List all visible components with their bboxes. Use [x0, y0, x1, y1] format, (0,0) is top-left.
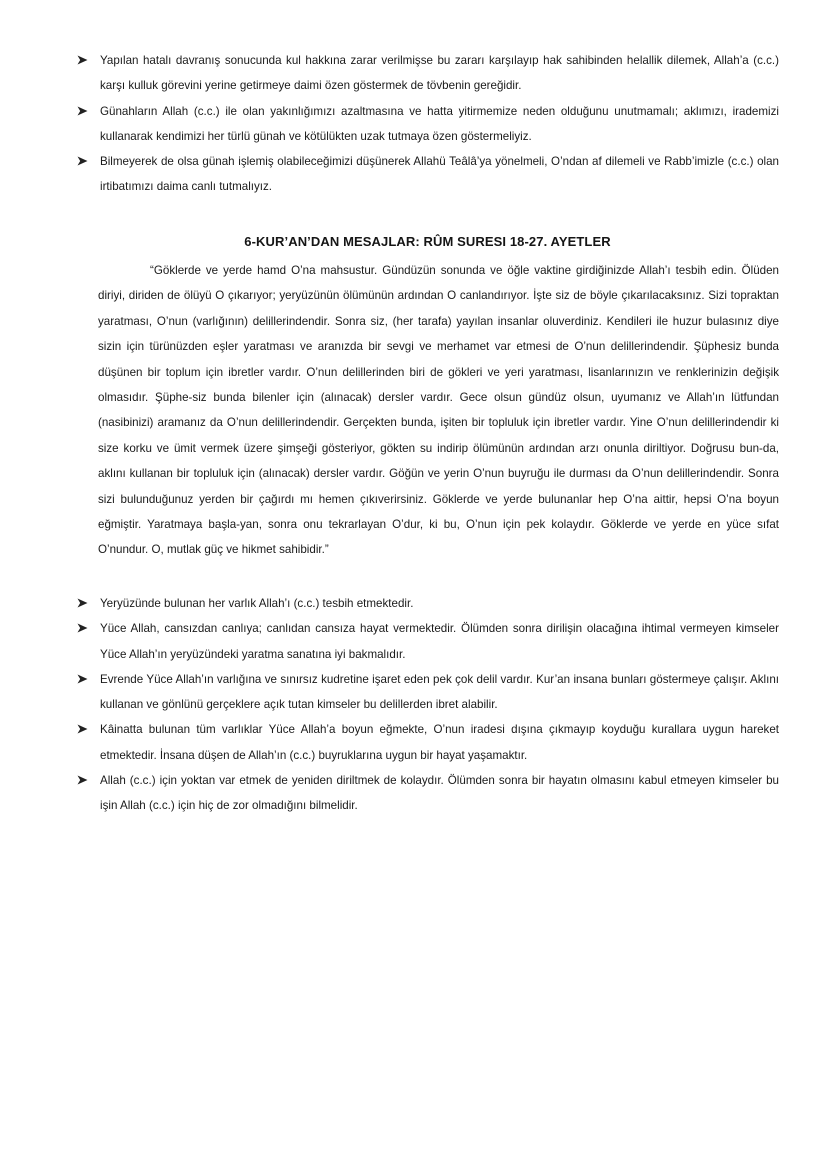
bullet-text: Yapılan hatalı davranış sonucunda kul hakkına zarar verilmişse bu zararı karşılayıp hak sahibinden helallik dilemek, Allah’a (c.c.) karşı kulluk görevini yerine getirmeye daimi özen göstermek de tövbenin gereğidir. [100, 54, 779, 93]
arrowhead-bullet-icon [76, 717, 90, 742]
bullet-text: Allah (c.c.) için yoktan var etmek de yeniden diriltmek de kolaydır. Ölümden sonra bir hayatın olmasını kabul etmeyen kimseler bu işin Allah (c.c.) için hiç de zor olmadığını bilmelidir. [100, 774, 779, 813]
list-item [76, 768, 779, 819]
arrowhead-bullet-icon [76, 591, 90, 616]
verse-quote: “Göklerde ve yerde hamd O’na mahsustur. Gündüzün sonunda ve öğle vaktine girdiğinizde Allah’ı tesbih edin. Ölüden diriyi, diriden de ölüyü O çıkarıyor; yeryüzünün ölümünün ardından O canlandırıyor. İşte siz de böyle çıkarılacaksınız. Sizi topraktan yaratması, O’nun (varlığının) delillerindendir. Sonra siz, (her tarafa) yayılan insanlar oluverdiniz. Kendileri ile huzur bulasınız diye sizin için türünüzden eşler yaratması ve aranızda bir sevgi ve merhamet var etmesi de O’nun delillerindendir. Şüphesiz bunda düşünen bir toplum için ibretler vardır. O’nun delillerinden biri de gökleri ve yeri yaratması, lisanlarınızın ve renklerinizin değişik olmasıdır. Şüphe-siz bunda bilenler için (alınacak) dersler vardır. Gece olsun gündüz olsun, uyumanız ve Allah’ın lütfundan (nasibinizi) aramanız da O’nun delillerindendir. Gerçekten bunda, işiten bir topluluk için ibretler vardır. Yine O’nun delillerindendir ki size korku ve ümit vermek üzere şimşeği gösteriyor, gökten su indirip ölümünün ardından arzı onunla diriltiyor. Doğrusu bun-da, aklını kullanan bir topluluk için (alınacak) dersler vardır. Göğün ve yerin O’nun buyruğu ile durması da O’nun delillerindendir. Sonra sizi bulunduğunuz yerden bir çağırdı mı hemen çıkıverirsiniz. Göklerde ve yerde bulunanlar hep O’na aittir, hepsi O’na boyun eğmiştir. Yaratmaya başla-yan, sonra onu tekrarlayan O’dur, ki bu, O’nun için pek kolaydır. Göklerde ve yerde en yüce sıfat O’nundur. O, mutlak güç ve hikmet sahibidir.” [98, 264, 779, 557]
list-item [76, 667, 779, 718]
arrowhead-bullet-icon [76, 768, 90, 793]
bullet-text: Yüce Allah, cansızdan canlıya; canlıdan cansıza hayat vermektedir. Ölümden sonra dirilişin olacağına ihtimal vermeyen kimseler Yüce Allah’ın yeryüzündeki yaratma sanatına iyi bakmalıdır. [100, 622, 779, 661]
list-item [76, 616, 779, 667]
arrowhead-bullet-icon [76, 99, 90, 124]
arrowhead-bullet-icon [76, 48, 90, 73]
list-item [76, 149, 779, 200]
intro-bullet-list [76, 48, 779, 200]
bullet-text: Günahların Allah (c.c.) ile olan yakınlığımızı azaltmasına ve hatta yitirmemize neden olduğunu unutmamalı; aklımızı, irademizi kullanarak kendimizi her türlü günah ve kötülükten uzak tutmaya özen göstermeliyiz. [100, 104, 779, 143]
bullet-text: Yeryüzünde bulunan her varlık Allah’ı (c.c.) tesbih etmektedir. [100, 597, 414, 610]
section-heading: 6-KUR’AN’DAN MESAJLAR: RÛM SURESI 18-27. AYETLER [244, 234, 611, 249]
bullet-text: Kâinatta bulunan tüm varlıklar Yüce Allah’a boyun eğmekte, O’nun iradesi dışına çıkmayıp koyduğu kurallara uygun hareket etmektedir. İnsana düşen de Allah’ın (c.c.) buyruklarına uygun bir hayat yaşamaktır. [100, 723, 779, 762]
arrowhead-bullet-icon [76, 149, 90, 174]
list-item [76, 99, 779, 150]
list-item [76, 717, 779, 768]
bullet-text: Bilmeyerek de olsa günah işlemiş olabileceğimizi düşünerek Allahü Teâlâ’ya yönelmeli, O’ndan af dilemeli ve Rabb’imizle (c.c.) olan irtibatımızı daima canlı tutmalıyız. [100, 155, 779, 194]
list-item [76, 48, 779, 99]
arrowhead-bullet-icon [76, 667, 90, 692]
bullet-text: Evrende Yüce Allah’ın varlığına ve sınırsız kudretine işaret eden pek çok delil vardır. Kur’an insana bunları göstermeye çalışır. Aklını kullanan ve gönlünü gerçeklere açık tutan kimseler bu delillerden ibret alabilir. [100, 672, 779, 712]
message-bullet-list [76, 591, 779, 819]
arrowhead-bullet-icon [76, 616, 90, 641]
list-item [76, 591, 779, 616]
